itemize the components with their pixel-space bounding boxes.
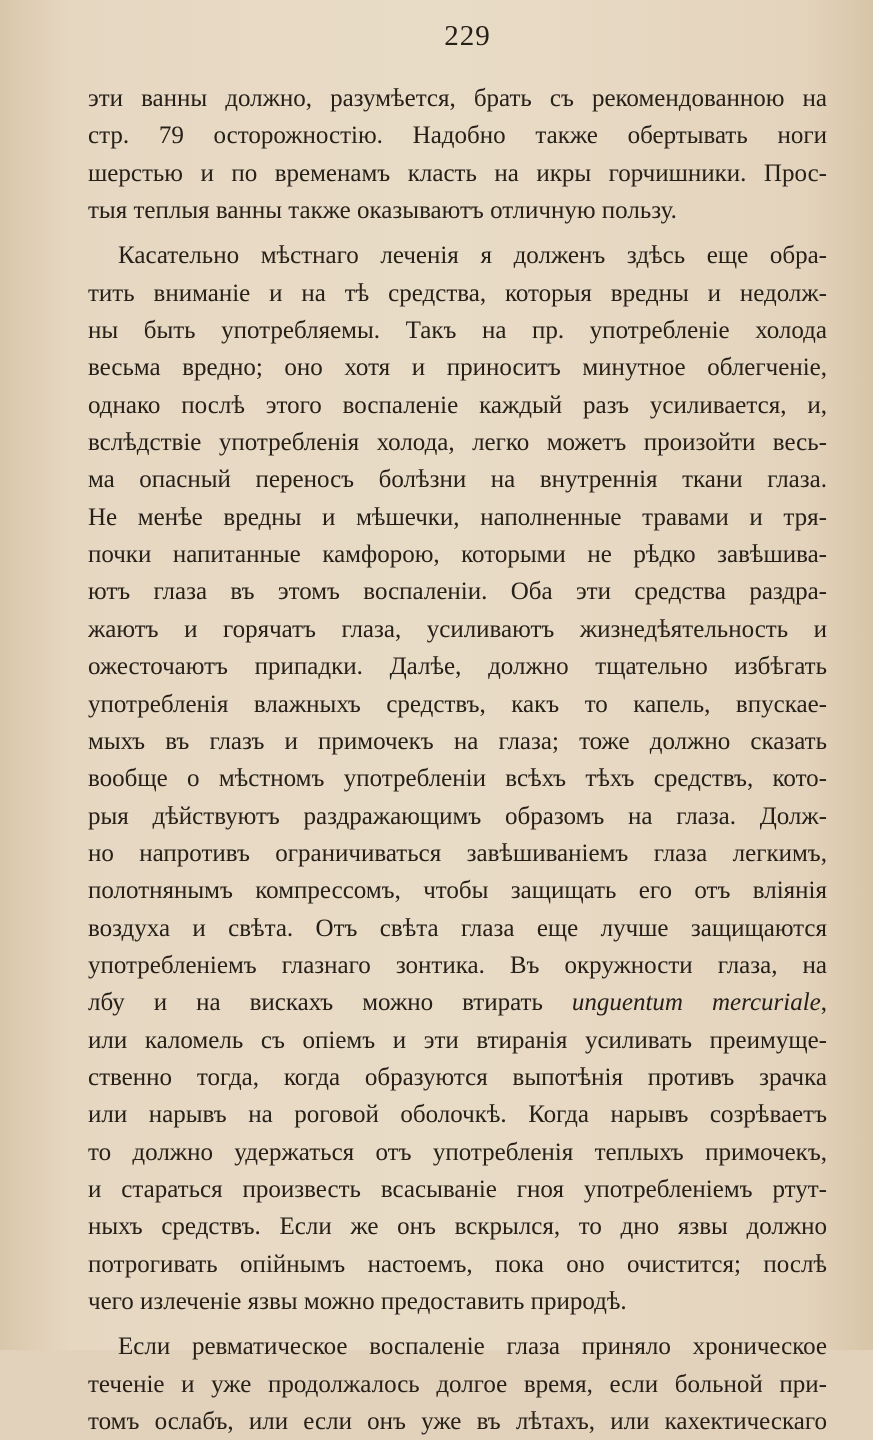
text-line: мыхъ въ глазъ и примочекъ на глаза; тоже должно сказать — [88, 727, 827, 755]
paragraph-1 — [88, 80, 827, 229]
text-line: ны быть употребляемы. Такъ на пр. употребленіе холода — [88, 317, 827, 345]
text-fragment: лбу и на вискахъ можно втирать — [88, 989, 543, 1017]
text-line: тыя теплыя ванны также оказываютъ отличную пользу. — [88, 197, 677, 225]
text-line: но напротивъ ограничиваться завѣшиваніемъ глаза легкимъ, — [88, 839, 827, 867]
text-line: Если ревматическое воспаленіе глаза приняло хроническое — [118, 1333, 827, 1361]
text-line: потрогивать опійнымъ настоемъ, пока оно очистится; послѣ — [88, 1250, 827, 1278]
text-line: эти ванны должно, разумѣется, брать съ рекомендованною на — [88, 85, 827, 112]
text-line: почки напитанные камфорою, которыми не рѣдко завѣшива- — [88, 541, 827, 569]
text-line: воздуха и свѣта. Отъ свѣта глаза еще лучше защищаются — [88, 914, 827, 942]
text-line: жаютъ и горячатъ глаза, усиливаютъ жизнедѣятельность и — [88, 615, 827, 643]
text-line-with-latin: лбу и на вискахъ можно втирать unguentum mercuriale, — [88, 989, 828, 1017]
latin-term: unguentum mercuriale — [571, 989, 821, 1017]
page-number: 229 — [444, 20, 491, 52]
paragraph-3 — [88, 1328, 827, 1440]
text-line: ственно тогда, когда образуются выпотѣнія противъ зрачка — [88, 1063, 827, 1091]
text-line: однако послѣ этого воспаленіе каждый разъ усиливается, и, — [88, 391, 827, 419]
text-line: шерстью и по временамъ класть на икры горчишники. Прос- — [88, 159, 827, 187]
text-line: то должно удержаться отъ употребленія теплыхъ примочекъ, — [88, 1138, 827, 1166]
text-line: ныхъ средствъ. Если же онъ вскрылся, то дно язвы должно — [88, 1213, 827, 1241]
text-line: вслѣдствіе употребленія холода, легко можетъ произойти весь- — [88, 429, 827, 457]
text-line: Касательно мѣстнаго леченія я долженъ здѣсь еще обра- — [118, 242, 827, 270]
text-line: ма опасный переносъ болѣзни на внутреннія ткани глаза. — [88, 466, 827, 494]
text-line: томъ ослабъ, или если онъ уже въ лѣтахъ, или кахектическаго — [88, 1408, 827, 1436]
text-line: вообще о мѣстномъ употребленіи всѣхъ тѣхъ средствъ, кото- — [88, 765, 827, 793]
text-line: весьма вредно; оно хотя и приноситъ минутное облегченіе, — [88, 354, 827, 382]
text-line: Не менѣе вредны и мѣшечки, наполненные травами и тря- — [88, 503, 827, 531]
text-line: ютъ глаза въ этомъ воспаленіи. Оба эти средства раздра- — [88, 578, 827, 606]
text-line: тить вниманіе и на тѣ средства, которыя вредны и недолж- — [88, 279, 827, 307]
text-line: ожесточаютъ припадки. Далѣе, должно тщательно избѣгать — [88, 653, 827, 681]
text-line: рыя дѣйствуютъ раздражающимъ образомъ на глаза. Долж- — [88, 802, 827, 830]
text-line: употребленія влажныхъ средствъ, какъ то капель, впускае- — [88, 690, 827, 718]
text-line: полотнянымъ компрессомъ, чтобы защищать его отъ вліянія — [88, 877, 827, 905]
paragraph-2 — [88, 237, 827, 1320]
text-line: теченіе и уже продолжалось долгое время, если больной при- — [88, 1370, 827, 1398]
text-line: чего излеченіе язвы можно предоставить природѣ. — [88, 1288, 627, 1315]
text-line: стр. 79 осторожностію. Надобно также обертывать ноги — [88, 122, 827, 150]
text-line: и стараться произвесть всасываніе гноя употребленіемъ ртут- — [88, 1175, 827, 1203]
text-line: употребленіемъ глазнаго зонтика. Въ окружности глаза, на — [88, 951, 827, 979]
text-line: или каломель съ опіемъ и эти втиранія усиливать преимуще- — [88, 1026, 827, 1054]
text-line: или нарывъ на роговой оболочкѣ. Когда нарывъ созрѣваетъ — [88, 1101, 827, 1129]
